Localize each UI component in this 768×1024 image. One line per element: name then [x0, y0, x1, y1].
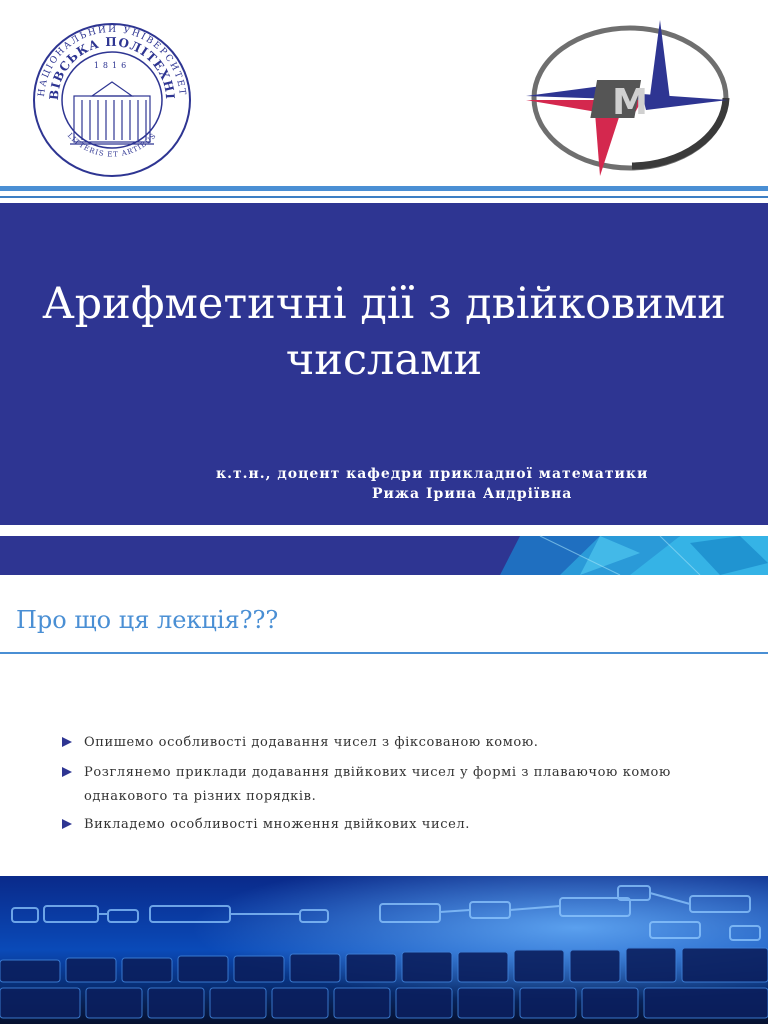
list-item-text: Розглянемо приклади додавання двійкових чисел у формі з плаваючою комою однакового та різних порядків. [84, 765, 671, 804]
list-item [62, 731, 722, 755]
section-heading: Про що ця лекція??? [16, 606, 279, 634]
logo-year: 1816 [93, 61, 131, 70]
list-item [62, 813, 722, 837]
decorative-band [0, 533, 768, 575]
logo-ring-main-text: ВІВСЬКА ПОЛІТЕХНІ [46, 34, 178, 101]
author-name: Рижа Ірина Андріївна [372, 486, 573, 502]
logo-ring-top-text: НАЦІОНАЛЬНИЙ УНІВЕРСИТЕТ [36, 24, 188, 98]
header-divider [0, 186, 768, 191]
logo-motto: LITTERIS ET ARTIBUS [65, 131, 159, 159]
list-item-text: Опишемо особливості додавання чисел з фіксованою комою. [84, 735, 539, 750]
list-item [62, 761, 722, 809]
author-position: к.т.н., доцент кафедри прикладної математики [216, 466, 649, 482]
bullet-arrow-icon [62, 767, 72, 777]
building-icon [70, 82, 154, 144]
university-logo [22, 10, 202, 180]
bullet-arrow-icon [62, 737, 72, 747]
section-divider [0, 652, 768, 654]
list-item-text: Викладемо особливості множення двійкових чисел. [84, 817, 470, 832]
header-divider-thin [0, 196, 768, 198]
bullet-arrow-icon [62, 819, 72, 829]
department-logo-letter: М [612, 82, 648, 123]
slide-title: Арифметичні дії з двійковими числами [42, 279, 726, 385]
department-logo [522, 18, 732, 178]
keyboard-tech-image [0, 876, 768, 1024]
